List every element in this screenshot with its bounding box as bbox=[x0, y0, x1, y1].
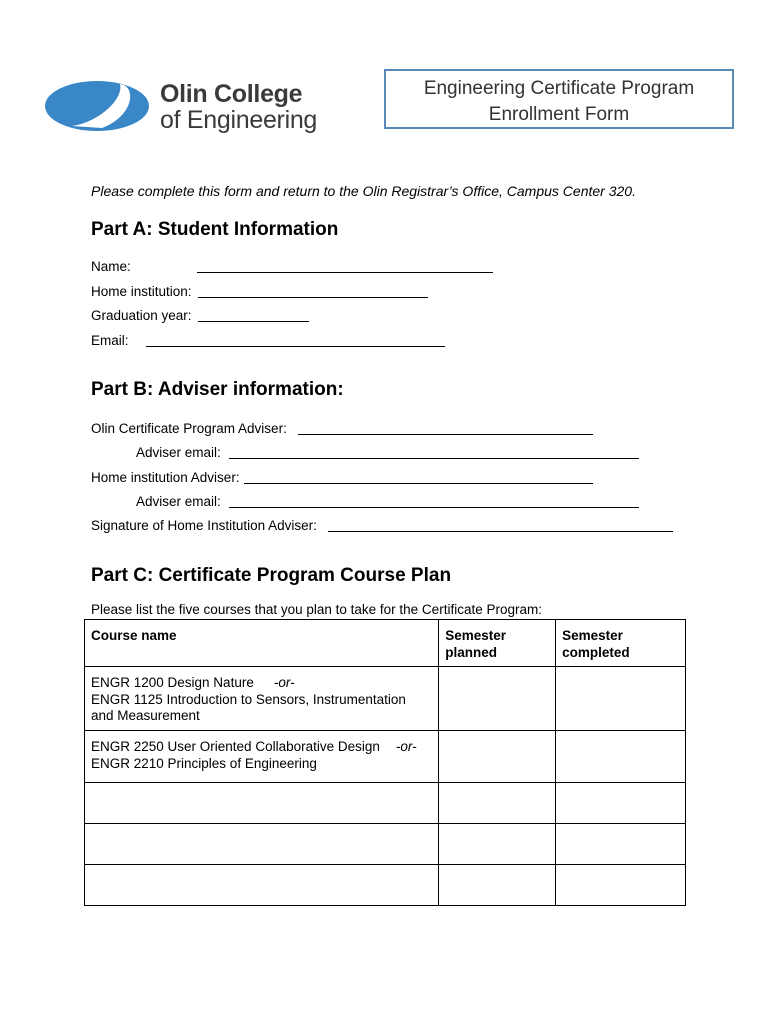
course-plan-table bbox=[84, 619, 686, 906]
instructions: Please complete this form and return to the Olin Registrar’s Office, Campus Center 320. bbox=[91, 183, 636, 199]
form-title-line2: Enrollment Form bbox=[488, 104, 630, 125]
home-institution-field[interactable] bbox=[198, 297, 428, 298]
home-institution-label: Home institution: bbox=[91, 284, 192, 299]
semester-completed-cell[interactable] bbox=[556, 667, 686, 731]
semester-planned-cell[interactable] bbox=[439, 731, 556, 783]
semester-planned-cell[interactable] bbox=[439, 824, 556, 865]
course-option-2: ENGR 2210 Principles of Engineering bbox=[91, 755, 317, 771]
home-adviser-label: Home institution Adviser: bbox=[91, 470, 240, 485]
name-label: Name: bbox=[91, 259, 131, 274]
signature-field[interactable] bbox=[328, 531, 673, 532]
olin-adviser-label: Olin Certificate Program Adviser: bbox=[91, 421, 287, 436]
college-name-line1: Olin College bbox=[160, 80, 303, 108]
semester-planned-cell[interactable] bbox=[439, 865, 556, 906]
semester-completed-header-line2: completed bbox=[562, 644, 630, 660]
olin-adviser-field[interactable] bbox=[298, 434, 593, 435]
semester-planned-header bbox=[439, 620, 556, 667]
table-row bbox=[85, 731, 686, 783]
course-line bbox=[91, 739, 432, 756]
course-option-1: ENGR 1200 Design Nature bbox=[91, 675, 254, 690]
olin-logo-icon bbox=[42, 78, 152, 134]
home-adviser-email-field[interactable] bbox=[229, 507, 639, 508]
semester-completed-cell[interactable] bbox=[556, 865, 686, 906]
semester-planned-cell[interactable] bbox=[439, 783, 556, 824]
table-intro: Please list the five courses that you plan to take for the Certificate Program: bbox=[91, 602, 542, 617]
email-field[interactable] bbox=[146, 346, 445, 347]
olin-adviser-email-field[interactable] bbox=[229, 458, 639, 459]
part-c-heading: Part C: Certificate Program Course Plan bbox=[91, 565, 452, 586]
semester-planned-cell[interactable] bbox=[439, 667, 556, 731]
semester-completed-cell[interactable] bbox=[556, 731, 686, 783]
course-line bbox=[91, 675, 432, 692]
part-a-heading: Part A: Student Information bbox=[91, 219, 339, 240]
semester-completed-header bbox=[556, 620, 686, 667]
signature-label: Signature of Home Institution Adviser: bbox=[91, 518, 317, 533]
table-row bbox=[85, 667, 686, 731]
course-option-2-cont: and Measurement bbox=[91, 708, 200, 723]
or-separator: -or- bbox=[395, 739, 417, 754]
course-cell bbox=[85, 731, 439, 783]
table-row bbox=[85, 824, 686, 865]
course-cell[interactable] bbox=[85, 824, 439, 865]
course-cell[interactable] bbox=[85, 865, 439, 906]
semester-completed-cell[interactable] bbox=[556, 824, 686, 865]
table-row bbox=[85, 783, 686, 824]
email-label: Email: bbox=[91, 333, 129, 348]
semester-planned-header-line1: Semester bbox=[445, 628, 507, 643]
form-title-box bbox=[384, 69, 734, 129]
semester-planned-header-line2: planned bbox=[445, 644, 498, 660]
course-cell[interactable] bbox=[85, 783, 439, 824]
graduation-year-label: Graduation year: bbox=[91, 308, 192, 323]
table-row bbox=[85, 865, 686, 906]
home-adviser-field[interactable] bbox=[244, 483, 593, 484]
course-option-1: ENGR 2250 User Oriented Collaborative Design bbox=[91, 739, 380, 754]
name-field[interactable] bbox=[197, 272, 493, 273]
olin-adviser-email-label: Adviser email: bbox=[136, 445, 221, 460]
graduation-year-field[interactable] bbox=[198, 321, 309, 322]
semester-completed-header-line1: Semester bbox=[562, 628, 623, 643]
semester-completed-cell[interactable] bbox=[556, 783, 686, 824]
table-header-row bbox=[85, 620, 686, 667]
form-title-line1: Engineering Certificate Program bbox=[423, 78, 695, 99]
or-separator: -or- bbox=[273, 675, 295, 690]
course-name-header: Course name bbox=[85, 620, 439, 667]
part-b-heading: Part B: Adviser information: bbox=[91, 379, 344, 400]
course-cell bbox=[85, 667, 439, 731]
college-name-line2: of Engineering bbox=[160, 106, 318, 134]
course-option-2: ENGR 1125 Introduction to Sensors, Instrumentation bbox=[91, 691, 406, 707]
home-adviser-email-label: Adviser email: bbox=[136, 494, 221, 509]
